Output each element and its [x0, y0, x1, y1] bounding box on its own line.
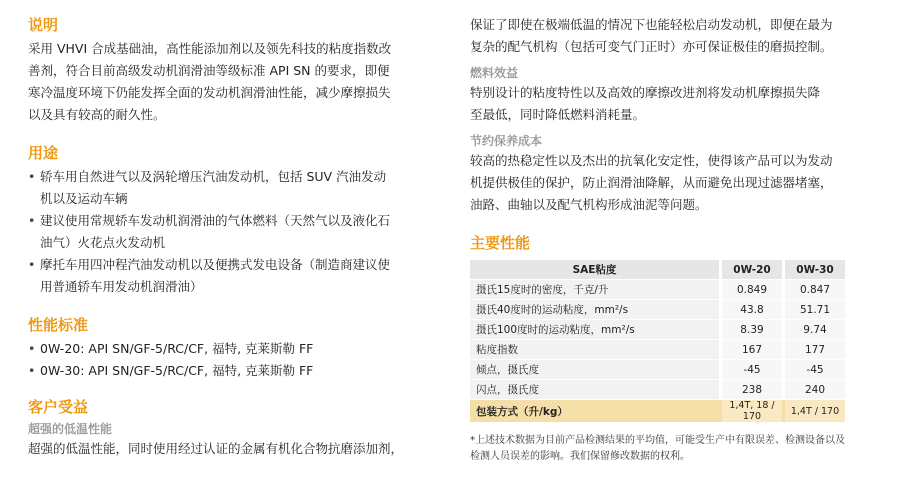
table-cell: 闪点，摄氏度	[470, 380, 719, 400]
footnote-line: 检测人员误差的影响。我们保留修改数据的权利。	[470, 451, 690, 462]
maintenance-line: 机提供极佳的保护，防止润滑油降解，从而避免出现过滤器堵塞，	[470, 175, 833, 190]
spec-item: • 0W-20: API SN/GF-5/RC/CF, 福特, 克莱斯勒 FF	[28, 338, 428, 360]
table-cell: -45	[785, 360, 845, 380]
table-cell: 1,4T, 18 / 170	[722, 400, 782, 423]
table-row	[470, 360, 845, 380]
table-cell: 摄氏15度时的密度，千克/升	[470, 280, 719, 300]
usage-item: • 轿车用自然进气以及涡轮增压汽油发动机，包括 SUV 汽油发动 机以及运动车辆	[28, 166, 428, 210]
table-row	[470, 280, 845, 300]
packaging-row	[470, 400, 845, 423]
description-text	[28, 38, 428, 126]
fuel-line: 至最低，同时降低燃料消耗量。	[470, 107, 646, 122]
table-header-cell: 0W-20	[722, 260, 782, 280]
benefit-continued-line: 保证了即使在极端低温的情况下也能轻松启动发动机，即便在最为	[470, 17, 833, 32]
table-cell: 51.71	[785, 300, 845, 320]
right-column	[470, 14, 880, 465]
table-cell: 摄氏40度时的运动粘度，mm²/s	[470, 300, 719, 320]
table-cell: 8.39	[722, 320, 782, 340]
table-cell: 0.847	[785, 280, 845, 300]
benefit-continued	[470, 14, 880, 58]
table-cell: 177	[785, 340, 845, 360]
properties-table	[470, 260, 845, 423]
usage-item: • 摩托车用四冲程汽油发动机以及便携式发电设备（制造商建议使 用普通轿车用发动机润滑油）	[28, 254, 428, 298]
table-row	[470, 340, 845, 360]
usage-title: 用途	[28, 144, 59, 162]
table-cell: 摄氏100度时的运动粘度，mm²/s	[470, 320, 719, 340]
table-cell: 240	[785, 380, 845, 400]
table-row	[470, 380, 845, 400]
table-cell: 167	[722, 340, 782, 360]
benefit-line: 超强的低温性能，同时使用经过认证的金属有机化合物抗磨添加剂，	[28, 441, 404, 456]
table-cell: 238	[722, 380, 782, 400]
benefit-subtitle: 超强的低温性能	[28, 422, 113, 436]
fuel-subtitle: 燃料效益	[470, 66, 519, 80]
left-column	[28, 14, 428, 460]
maintenance-line: 油路、曲轴以及配气机构形成油泥等问题。	[470, 197, 708, 212]
performance-title: 主要性能	[470, 234, 531, 252]
maintenance-line: 较高的热稳定性以及杰出的抗氧化安定性，使得该产品可以为发动	[470, 153, 833, 168]
benefit-continued-line: 复杂的配气机构（包括可变气门正时）亦可保证极佳的磨损控制。	[470, 39, 833, 54]
table-row	[470, 300, 845, 320]
description-line: 善剂，符合目前高级发动机润滑油等级标准 API SN 的要求，即便	[28, 63, 390, 78]
table-cell: 1,4T / 170	[785, 400, 845, 423]
description-line: 寒冷温度环境下仍能发挥全面的发动机润滑油性能，减少摩擦损失	[28, 85, 391, 100]
table-header-cell: SAE粘度	[470, 260, 719, 280]
usage-item: • 建议使用常规轿车发动机润滑油的气体燃料（天然气以及液化石 油气）火花点火发动机	[28, 210, 428, 254]
table-cell: 43.8	[722, 300, 782, 320]
table-cell: 粘度指数	[470, 340, 719, 360]
table-cell: 0.849	[722, 280, 782, 300]
benefit-title: 客户受益	[28, 398, 89, 416]
table-row	[470, 320, 845, 340]
table-cell: 9.74	[785, 320, 845, 340]
description-line: 采用 VHVI 合成基础油，高性能添加剂以及领先科技的粘度指数改	[28, 41, 392, 56]
footnote-line: *上述技术数据为目前产品检测结果的平均值，可能受生产中有限误差、检测设备以及	[470, 435, 845, 446]
usage-list	[28, 166, 428, 298]
description-line: 以及具有较高的耐久性。	[28, 107, 166, 122]
description-title: 说明	[28, 16, 59, 34]
table-header-row	[470, 260, 845, 280]
table-header-cell: 0W-30	[785, 260, 845, 280]
spec-title: 性能标准	[28, 316, 89, 334]
maintenance-subtitle: 节约保养成本	[470, 134, 543, 148]
spec-item: • 0W-30: API SN/GF-5/RC/CF, 福特, 克莱斯勒 FF	[28, 360, 428, 382]
table-cell: -45	[722, 360, 782, 380]
footnote	[470, 433, 880, 465]
table-cell: 包装方式（升/kg）	[470, 400, 719, 423]
fuel-line: 特别设计的粘度特性以及高效的摩擦改进剂将发动机摩擦损失降	[470, 85, 821, 100]
spec-list	[28, 338, 428, 382]
table-cell: 倾点，摄氏度	[470, 360, 719, 380]
